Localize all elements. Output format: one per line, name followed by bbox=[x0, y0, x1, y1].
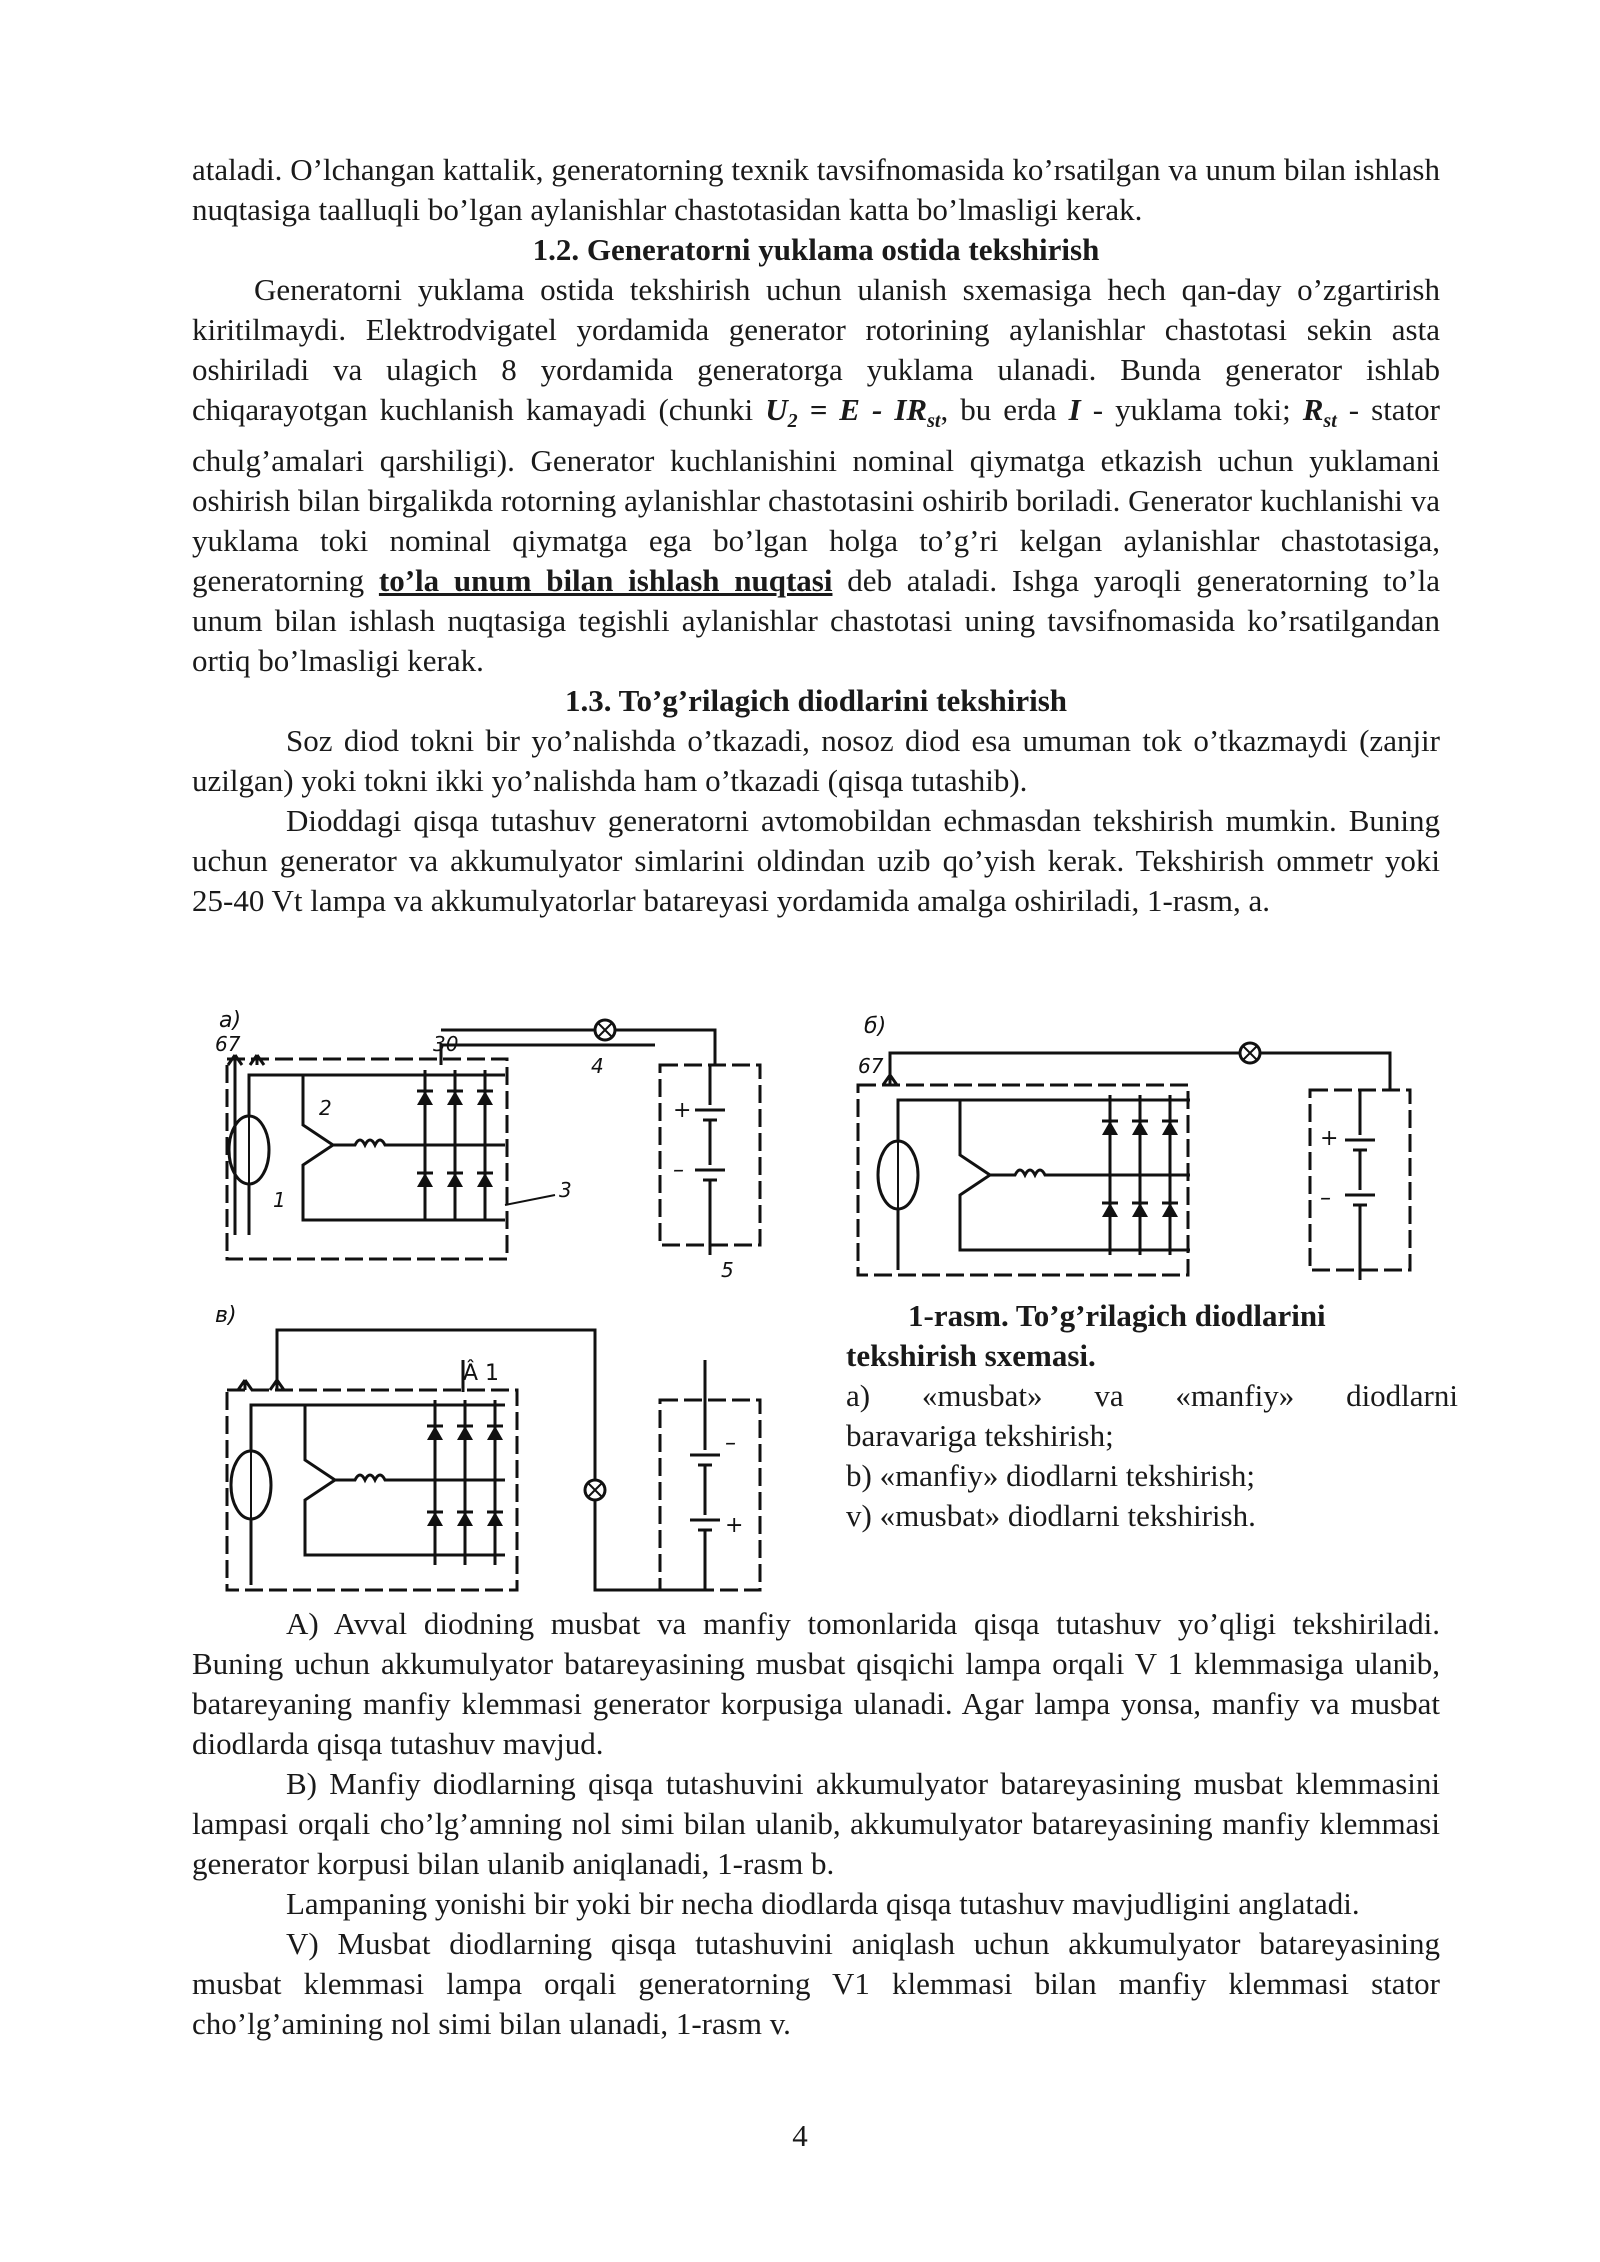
term-full-output-point: to’la unum bilan ishlash nuqtasi bbox=[378, 563, 833, 599]
paragraph-short-circuit: Dioddagi qisqa tutashuv generatorni avtomobildan echmasdan tekshirish mumkin. Buning uchun generator va akkumulyator simlarini oldindan uzib qo’yish kerak. Tekshirish ommetr yoki 25-40 Vt lampa va akkumulyatorlar batareyasi yordamida amalga oshiriladi, 1-rasm, a. bbox=[192, 803, 1440, 919]
page-number: 4 bbox=[792, 2118, 808, 2153]
paragraph-diode-basics: Soz diod tokni bir yo’nalishda o’tkazadi, nosoz diod esa umuman tok o’tkazmaydi (zanjir uzilgan) yoki tokni ikki yo’nalishda ham o’tkazadi (qisqa tutashib). bbox=[192, 723, 1440, 799]
page-body bbox=[192, 150, 1440, 921]
caption-item-a-cont: baravariga tekshirish; bbox=[846, 1418, 1114, 1453]
circuit-diagram-b bbox=[850, 1005, 1450, 1285]
label-v1: Â 1 bbox=[463, 1361, 500, 1386]
page-body-lower bbox=[192, 1604, 1440, 2044]
circuit-diagram-v bbox=[205, 1300, 765, 1600]
svg-text:–: – bbox=[673, 1158, 684, 1183]
label-67-a: 67 bbox=[215, 1032, 241, 1056]
svg-text:4: 4 bbox=[591, 1054, 604, 1078]
caption-title-2: tekshirish sxemasi. bbox=[846, 1338, 1096, 1373]
svg-text:–: – bbox=[725, 1431, 736, 1456]
label-a: a) bbox=[219, 1008, 242, 1033]
circuit-diagram-a bbox=[205, 1005, 765, 1282]
paragraph-load-test: Generatorni yuklama ostida tekshirish uchun ulanish sxemasiga hech qan-day o’zgartirish kiritilmaydi. Elektrodvigatel yordamida generator rotorining aylanishlar chastotasi sekin asta oshiriladi va ulagich 8 yordamida generatorga yuklama ulanadi. Bunda generator ishlab chiqarayotgan kuchlanish kamayadi (chunki $U_2 = E - IR_{st}$, bu erda I - yuklama toki; $R_{st}$ - stator chulg’amalari qarshiligi). Generator kuchlanishini nominal qiymatga etkazish uchun yuklamani oshirish bilan birgalikda rotorning aylanishlar chastotasini oshirib boriladi. Generator kuchlanishi va yuklama toki nominal qiymatga ega bo’lgan holga to’g’ri kelgan aylanishlar chastotasiga, generatorning to’la unum bilan ishlash nuqtasi deb ataladi. Ishga yaroqli generatorning to’la unum bilan ishlash nuqtasiga tegishli aylanishlar chastotasi uning tavsifnomasida ko’rsatilgandan ortiq bo’lmasligi kerak. bbox=[192, 272, 1440, 679]
svg-text:5: 5 bbox=[721, 1258, 734, 1282]
label-30: 30 bbox=[433, 1032, 459, 1056]
heading-1-2: 1.2. Generatorni yuklama ostida tekshirish bbox=[532, 232, 1100, 267]
svg-text:+: + bbox=[1320, 1126, 1339, 1151]
paragraph-intro: ataladi. O’lchangan kattalik, generatorning texnik tavsifnomasida ko’rsatilgan va unum bilan ishlash nuqtasiga taalluqli bo’lgan aylanishlar chastotasidan katta bo’lmasligi kerak. bbox=[192, 152, 1440, 227]
paragraph-lamp: Lampaning yonishi bir yoki bir necha diodlarda qisqa tutashuv mavjudligini anglatadi. bbox=[286, 1886, 1360, 1921]
heading-1-3: 1.3. To’g’rilagich diodlarini tekshirish bbox=[564, 683, 1068, 719]
figure-caption bbox=[846, 1296, 1458, 1536]
label-v: в) bbox=[215, 1303, 237, 1328]
paragraph-step-b: B) Manfiy diodlarning qisqa tutashuvini akkumulyator batareyasining musbat klemmasini lampasi orqali cho’lg’amning nol simi bilan ulanib, akkumulyator batareyasining manfiy klemmasi generator korpusi bilan ulanib aniqlanadi, 1-rasm b. bbox=[192, 1766, 1440, 1881]
label-67-b: 67 bbox=[858, 1054, 884, 1078]
svg-text:1: 1 bbox=[273, 1188, 286, 1212]
caption-title-1: 1-rasm. To’g’rilagich diodlarini bbox=[908, 1298, 1326, 1333]
paragraph-step-a: A) Avval diodning musbat va manfiy tomonlarida qisqa tutashuv yo’qligi tekshiriladi. Buning uchun akkumulyator batareyasining musbat qisqichi lampa orqali V 1 klemmasiga ulanib, batareyaning manfiy klemmasi generator korpusiga ulanadi. Agar lampa yonsa, manfiy va musbat diodlarda qisqa tutashuv mavjud. bbox=[192, 1606, 1440, 1761]
svg-text:2: 2 bbox=[319, 1096, 332, 1120]
paragraph-step-v: V) Musbat diodlarning qisqa tutashuvini aniqlash uchun akkumulyator batareyasining musbat klemmasi lampa orqali generatorning V1 klemmasi bilan manfiy klemmasi stator cho’lg’amining nol simi bilan ulanadi, 1-rasm v. bbox=[192, 1926, 1440, 2041]
svg-text:–: – bbox=[1320, 1186, 1331, 1211]
svg-text:+: + bbox=[725, 1513, 744, 1538]
caption-item-v: v) «musbat» diodlarni tekshirish. bbox=[846, 1498, 1256, 1533]
svg-text:+: + bbox=[673, 1098, 692, 1123]
caption-item-a: a) «musbat» va «manfiy» diodlarni bbox=[846, 1378, 1458, 1413]
svg-text:3: 3 bbox=[559, 1178, 572, 1202]
caption-item-b: b) «manfiy» diodlarni tekshirish; bbox=[846, 1458, 1255, 1493]
label-b: б) bbox=[864, 1014, 887, 1039]
